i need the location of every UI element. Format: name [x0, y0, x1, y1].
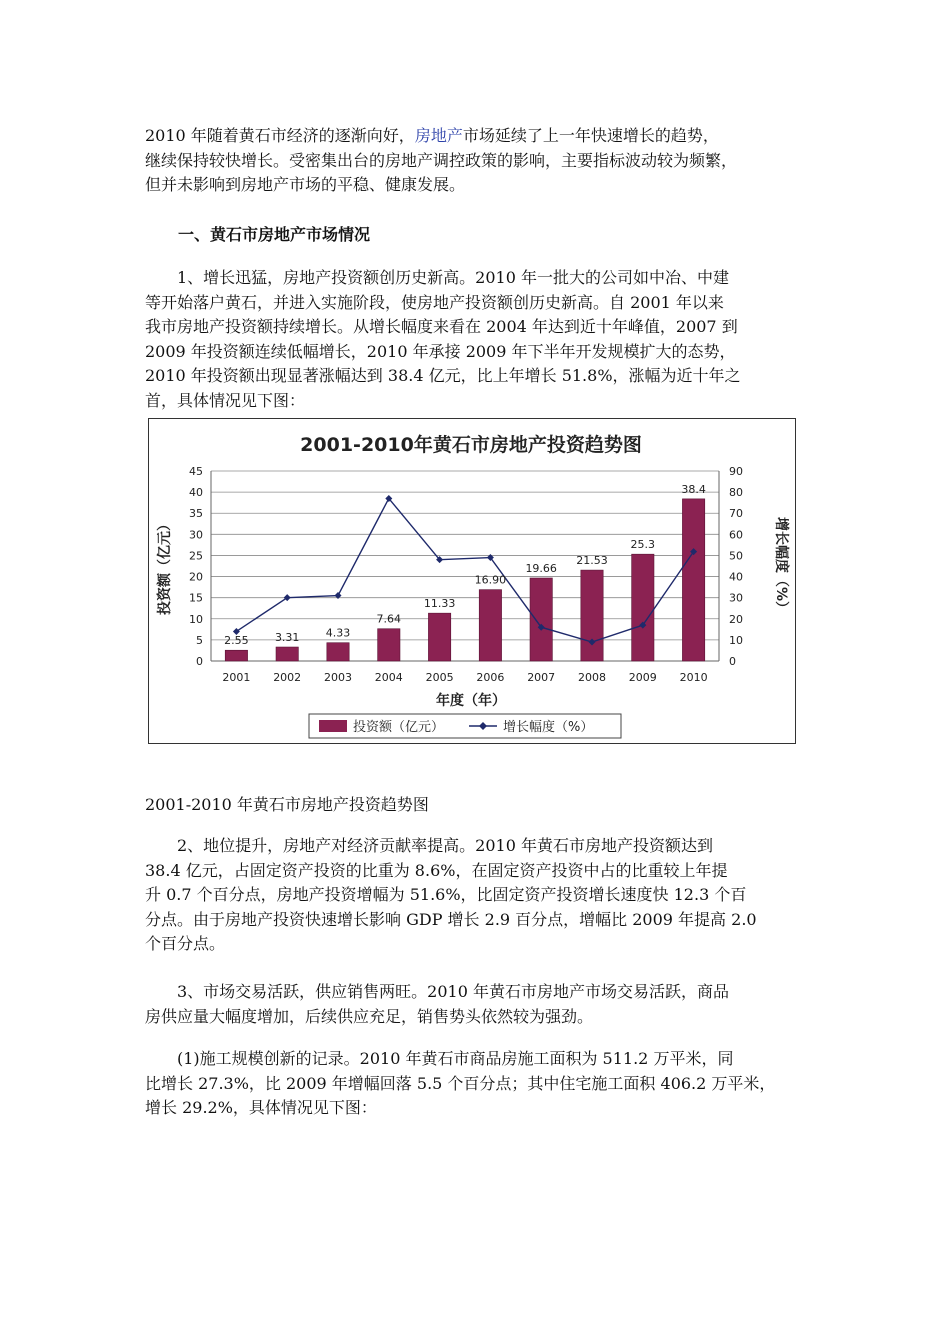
chart-legend	[309, 714, 621, 738]
y-right-tick-label: 10	[729, 633, 743, 647]
bar-value-label: 7.64	[376, 612, 402, 626]
x-tick-label: 2001	[222, 671, 251, 684]
paragraph-line: 38.4 亿元，占固定资产投资的比重为 8.6%，在固定资产投资中占的比重较上年提	[145, 860, 728, 880]
section-heading: 一、黄石市房地产市场情况	[178, 225, 371, 244]
chart-caption: 2001-2010 年黄石市房地产投资趋势图	[145, 795, 429, 814]
paragraph-1	[145, 266, 815, 413]
paragraph-line: 首，具体情况见下图：	[145, 390, 306, 410]
intro-line-1	[145, 124, 815, 149]
growth-line	[236, 498, 693, 645]
paragraph-line: 分点。由于房地产投资快速增长影响 GDP 增长 2.9 百分点，增幅比 2009 年提高 2.0	[145, 909, 757, 929]
chart-svg	[149, 419, 794, 742]
intro-text: 市场延续了上一年快速增长的趋势，	[462, 126, 719, 145]
x-tick-label: 2007	[527, 671, 556, 684]
y-right-tick-label: 80	[729, 486, 743, 500]
bar-value-label: 25.3	[630, 538, 656, 552]
y-left-tick-label: 45	[189, 465, 203, 478]
intro-text: 2010 年随着黄石市经济的逐渐向好，	[145, 126, 415, 145]
y-right-tick-label: 30	[729, 591, 743, 605]
y-axis-right-label: 增长幅度（%）	[773, 516, 789, 616]
bar-2004	[378, 629, 400, 661]
paragraph-line: 2、地位提升，房地产对经济贡献率提高。2010 年黄石市房地产投资额达到	[177, 836, 713, 855]
paragraph-line: 升 0.7 个百分点，房地产投资增幅为 51.6%，比固定资产投资增长速度快 12.3 个百	[145, 885, 747, 904]
y-right-tick-label: 60	[729, 528, 743, 542]
paragraph-3	[145, 980, 815, 1029]
bar-2010	[682, 499, 704, 661]
x-tick-label: 2006	[476, 671, 505, 684]
bar-value-label: 19.66	[525, 561, 557, 575]
x-tick-label: 2008	[578, 671, 606, 684]
y-left-tick-label: 10	[189, 612, 203, 626]
y-left-tick-label: 5	[196, 633, 203, 647]
y-left-tick-label: 30	[189, 528, 203, 542]
x-tick-label: 2005	[425, 671, 454, 684]
y-right-tick-label: 20	[729, 612, 743, 626]
y-right-tick-label: 70	[729, 507, 743, 521]
y-axis-left-label: 投资额（亿元）	[157, 517, 173, 615]
chart-title: 2001-2010年黄石市房地产投资趋势图	[300, 434, 642, 456]
investment-trend-chart	[148, 418, 796, 744]
x-tick-label: 2010	[679, 671, 708, 684]
legend-bar-swatch	[319, 720, 347, 732]
y-right-tick-label: 0	[729, 655, 736, 668]
line-series	[233, 495, 697, 646]
paragraph-line: 增长 29.2%，具体情况见下图：	[145, 1098, 377, 1117]
x-tick-label: 2002	[273, 671, 302, 684]
paragraph-line: 等开始落户黄石，并进入实施阶段，使房地产投资额创历史新高。自 2001 年以来	[145, 292, 724, 312]
intro-line-2: 继续保持较快增长。受密集出台的房地产调控政策的影响，主要指标波动较为频繁，	[145, 150, 738, 170]
bar-2002	[276, 647, 298, 661]
bar-value-label: 2.55	[224, 634, 249, 648]
y-left-tick-label: 40	[189, 486, 203, 500]
bar-2005	[428, 613, 450, 661]
y-right-tick-label: 90	[729, 465, 743, 478]
bar-2003	[327, 643, 349, 661]
y-left-tick-label: 25	[189, 549, 203, 563]
bar-value-label: 3.31	[274, 631, 300, 645]
legend-bar-label: 投资额（亿元）	[353, 720, 445, 735]
legend-line-label: 增长幅度（%）	[503, 720, 594, 735]
intro-paragraph	[145, 124, 815, 198]
bar-2008	[581, 570, 603, 661]
paragraph-line: 1、增长迅猛，房地产投资额创历史新高。2010 年一批大的公司如中冶、中建	[177, 268, 729, 287]
paragraph-line: 房供应量大幅度增加，后续供应充足，销售势头依然较为强劲。	[145, 1006, 594, 1026]
paragraph-line: (1)施工规模创新的记录。2010 年黄石市商品房施工面积为 511.2 万平米，同	[177, 1049, 734, 1068]
bar-value-label: 11.33	[423, 597, 456, 611]
paragraph-2	[145, 834, 815, 957]
bar-2001	[225, 650, 247, 661]
x-tick-label: 2004	[374, 671, 403, 684]
chart-axes	[189, 465, 743, 684]
paragraph-line: 3、市场交易活跃，供应销售两旺。2010 年黄石市房地产市场交易活跃，商品	[177, 982, 729, 1001]
bar-value-label: 21.53	[576, 554, 608, 568]
paragraph-line: 个百分点。	[145, 934, 226, 953]
paragraph-line: 我市房地产投资额持续增长。从增长幅度来看在 2004 年达到近十年峰值，2007 到	[145, 317, 738, 336]
paragraph-line: 比增长 27.3%，比 2009 年增幅回落 5.5 个百分点；其中住宅施工面积 406.2 万平米，	[145, 1073, 776, 1093]
paragraph-4	[145, 1047, 815, 1121]
intro-line-3: 但并未影响到房地产市场的平稳、健康发展。	[145, 175, 466, 194]
real-estate-link[interactable]: 房地产	[414, 126, 463, 145]
y-left-tick-label: 0	[196, 655, 203, 668]
y-right-tick-label: 50	[729, 549, 743, 563]
bar-2009	[632, 554, 654, 661]
y-left-tick-label: 15	[189, 591, 203, 605]
bar-value-label: 16.90	[474, 573, 507, 587]
bar-2006	[479, 590, 501, 661]
paragraph-line: 2010 年投资额出现显著涨幅达到 38.4 亿元，比上年增长 51.8%，涨幅为近十年之	[145, 366, 741, 385]
y-left-tick-label: 20	[189, 570, 203, 584]
y-right-tick-label: 40	[729, 570, 743, 584]
x-tick-label: 2009	[628, 671, 657, 684]
x-axis-label: 年度（年）	[436, 693, 506, 709]
y-left-tick-label: 35	[189, 507, 203, 521]
paragraph-line: 2009 年投资额连续低幅增长，2010 年承接 2009 年下半年开发规模扩大的态势，	[145, 341, 736, 361]
bar-value-label: 4.33	[325, 626, 351, 640]
bar-2007	[530, 578, 552, 661]
x-tick-label: 2003	[324, 671, 352, 684]
bar-value-label: 38.4	[681, 482, 706, 496]
